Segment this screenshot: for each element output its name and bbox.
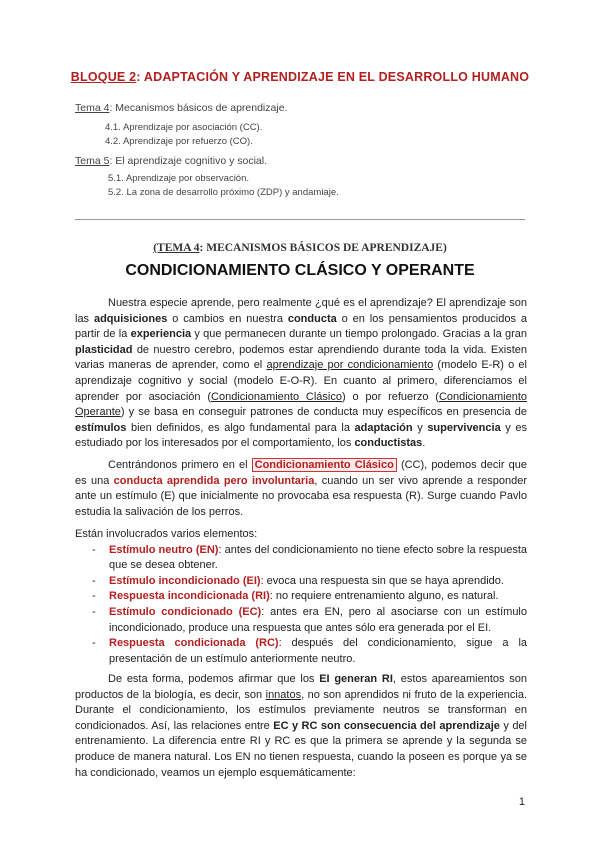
toc-tema-5	[75, 155, 267, 167]
toc-item-4-2: 4.2. Aprendizaje por refuerzo (CO).	[105, 136, 253, 147]
page-number: 1	[518, 796, 525, 808]
section-label-rest: : MECANISMOS BÁSICOS DE APRENDIZAJE)	[199, 242, 447, 254]
paragraph-condicionamiento-clasico: Centrándonos primero en el Condicionamiento Clásico (CC), podemos decir que es una conducta aprendida pero involuntaria, cuando un ser vivo aprende a responder ante un estímulo (E) que inicialmente no provocaba esa respuesta (R). Surge cuando Pavlo estudia la salivación de los perros.	[75, 459, 527, 518]
toc-item-4-1: 4.1. Aprendizaje por asociación (CC).	[105, 122, 263, 133]
list-item: - Estímulo neutro (EN): antes del condicionamiento no tiene efecto sobre la respuesta que se desea obtener.	[92, 543, 527, 572]
toc-item-5-2: 5.2. La zona de desarrollo próximo (ZDP) y andamiaje.	[108, 187, 339, 198]
highlighted-term: Condicionamiento Clásico	[252, 458, 397, 472]
list-item: - Respuesta incondicionada (RI): no requiere entrenamiento alguno, es natural.	[92, 590, 499, 603]
section-divider	[75, 219, 525, 220]
section-label-tema: (TEMA 4	[153, 242, 200, 254]
section-label	[0, 242, 600, 254]
page-title: CONDICIONAMIENTO CLÁSICO Y OPERANTE	[125, 262, 475, 279]
paragraph-aprendizaje: Nuestra especie aprende, pero realmente ¿qué es el aprendizaje? El aprendizaje son las adquisiciones o cambios en nuestra conducta o en los pensamientos producidos a partir de la experiencia y que permanecen durante un tiempo prolongado. Gracias a la gran plasticidad de nuestro cerebro, podemos estar aprendiendo durante toda la vida. Existen varias maneras de aprender, como el aprendizaje por condicionamiento (modelo E-R) o el aprendizaje cognitivo y social (modelo E-O-R). En cuanto al primero, diferenciamos el aprender por asociación (Condicionamiento Clásico) o por refuerzo (Condicionamiento Operante) y se basa en conseguir patrones de conducta muy específicos en presencia de estímulos bien definidos, es algo fundamental para la adaptación y supervivencia y es estudiado por los interesados por el comportamiento, los conductistas.	[75, 297, 527, 450]
bloque-label: BLOQUE 2	[70, 70, 137, 84]
toc-tema-5-label: Tema 5	[75, 155, 110, 167]
list-item: - Estímulo condicionado (EC): antes era EN, pero al asociarse con un estímulo incondicionado, produce una respuesta que antes sólo era generada por el EI.	[92, 605, 527, 634]
list-item: - Estímulo incondicionado (EI): evoca una respuesta sin que se haya aprendido.	[92, 574, 504, 587]
elements-intro: Están involucrados varios elementos:	[75, 528, 258, 540]
bloque-heading	[0, 70, 600, 84]
bloque-title: : ADAPTACIÓN Y APRENDIZAJE EN EL DESARROLLO HUMANO	[136, 70, 530, 84]
list-item: - Respuesta condicionada (RC): después del condicionamiento, sigue a la presentación de un estímulo anteriormente neutro.	[92, 637, 528, 665]
toc-tema-4-label: Tema 4	[75, 102, 110, 114]
elements-list	[92, 543, 527, 668]
paragraph-conclusion: De esta forma, podemos afirmar que los EI generan RI, estos apareamientos son productos de la biología, es decir, son innatos, no son aprendidos ni fruto de la experiencia. Durante el condicionamiento, los estímulos previamente neutros se transforman en condicionados. Así, las relaciones entre EC y RC son consecuencia del aprendizaje y del entrenamiento. La diferencia entre RI y RC es que la primera se aprende y la segunda se produce de manera natural. Los EN no tienen respuesta, cuando la poseen es porque ya se ha condicionado, veamos un ejemplo esquemáticamente:	[75, 673, 527, 779]
toc-tema-4-title: : Mecanismos básicos de aprendizaje.	[109, 102, 288, 114]
elements-section	[75, 527, 527, 667]
toc-tema-5-title: : El aprendizaje cognitivo y social.	[109, 155, 268, 167]
toc-item-5-1: 5.1. Aprendizaje por observación.	[108, 173, 250, 184]
toc-tema-4	[75, 102, 287, 114]
